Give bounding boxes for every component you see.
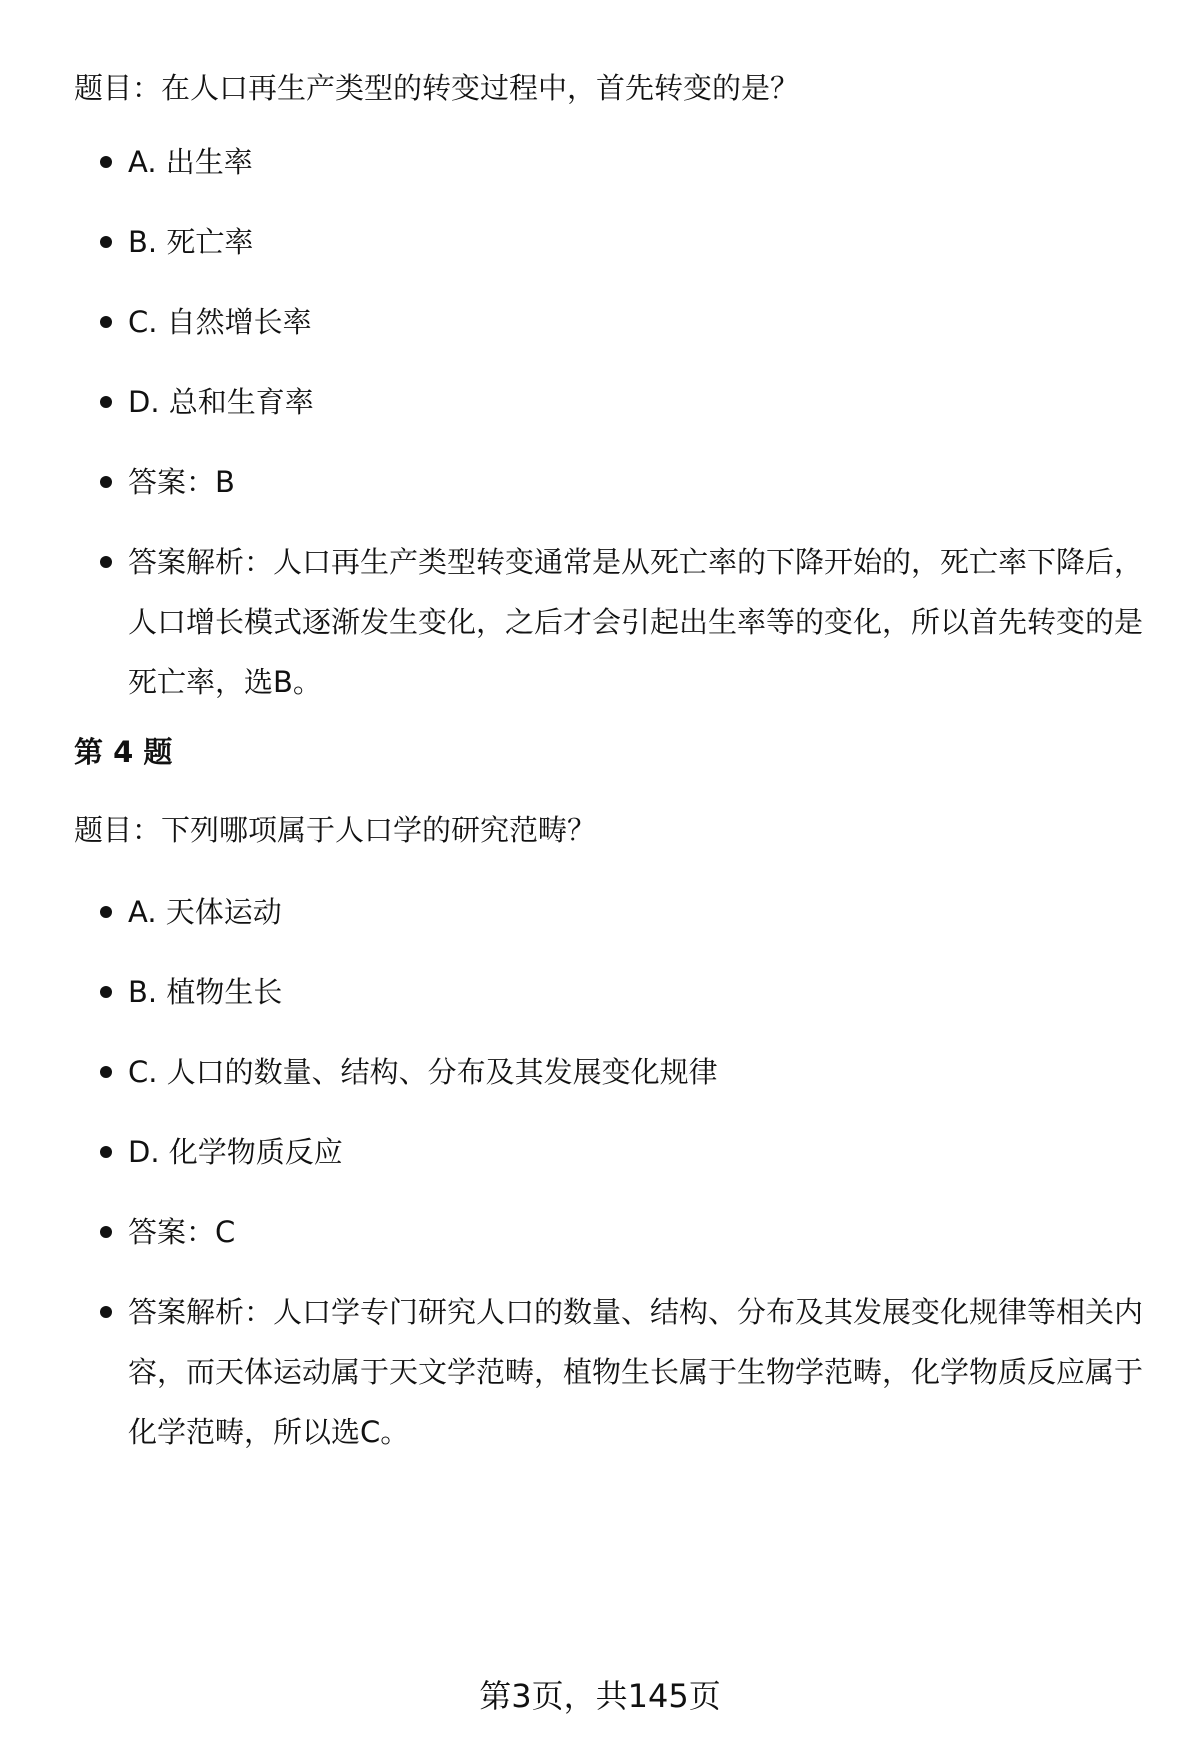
option-text: A. 出生率 [128, 145, 253, 179]
option-text: D. 化学物质反应 [128, 1135, 343, 1169]
option-text: B. 死亡率 [128, 225, 254, 259]
list-item-option-b [96, 962, 1146, 1022]
list-item-answer [96, 1202, 1146, 1262]
question-stem: 题目：下列哪项属于人口学的研究范畴？ [74, 813, 597, 847]
question-stem: 题目：在人口再生产类型的转变过程中，首先转变的是？ [74, 71, 800, 105]
option-text: C. 自然增长率 [128, 305, 312, 339]
list-item-explanation [96, 1282, 1146, 1462]
list-item-option-a [96, 882, 1146, 942]
page-number-footer: 第3页，共145页 [479, 1677, 721, 1715]
list-item-option-a [96, 132, 1146, 192]
list-item-option-c [96, 1042, 1146, 1102]
answer-text: 答案：B [128, 465, 235, 499]
list-item-option-d [96, 372, 1146, 432]
question-heading: 第 4 题 [74, 735, 173, 769]
list-item-option-c [96, 292, 1146, 352]
list-item-option-d [96, 1122, 1146, 1182]
explanation-text: 答案解析：人口再生产类型转变通常是从死亡率的下降开始的，死亡率下降后，人口增长模式逐渐发生变化，之后才会引起出生率等的变化，所以首先转变的是死亡率，选B。 [128, 545, 1144, 699]
option-text: D. 总和生育率 [128, 385, 314, 419]
answer-text: 答案：C [128, 1215, 236, 1249]
option-text: B. 植物生长 [128, 975, 283, 1009]
option-text: C. 人口的数量、结构、分布及其发展变化规律 [128, 1055, 718, 1089]
option-text: A. 天体运动 [128, 895, 282, 929]
explanation-text: 答案解析：人口学专门研究人口的数量、结构、分布及其发展变化规律等相关内容，而天体运动属于天文学范畴，植物生长属于生物学范畴，化学物质反应属于化学范畴，所以选C。 [128, 1295, 1144, 1449]
list-item-explanation [96, 532, 1146, 712]
list-item-option-b [96, 212, 1146, 272]
list-item-answer [96, 452, 1146, 512]
